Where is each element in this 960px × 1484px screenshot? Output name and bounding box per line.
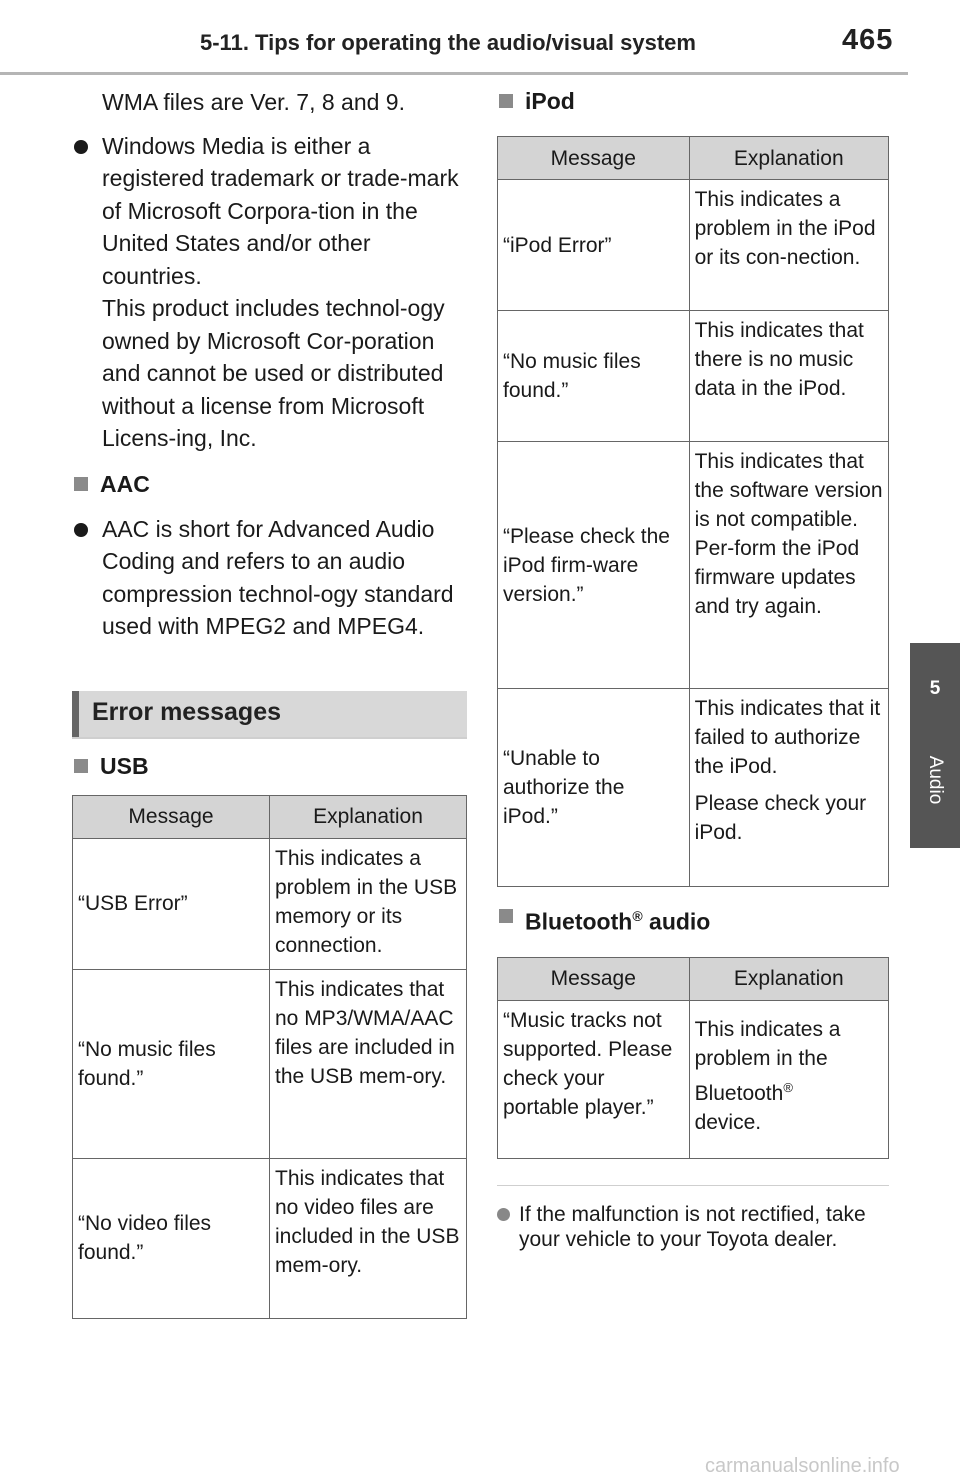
message-cell: “Unable to authorize the iPod.” bbox=[498, 689, 690, 887]
ipod-heading-text: iPod bbox=[525, 88, 575, 114]
registered-mark: ® bbox=[632, 908, 643, 924]
explanation-cell: This indicates that no video files are included in the USB mem-ory. bbox=[270, 1158, 467, 1318]
windows-media-text: Windows Media is either a registered trademark or trade-mark of Microsoft Corpora-tion in the United States and/or other countries. bbox=[102, 132, 459, 289]
explanation-column-header: Explanation bbox=[689, 957, 888, 1000]
table-row bbox=[498, 311, 889, 442]
aac-heading-text: AAC bbox=[100, 470, 150, 497]
table-header-row bbox=[73, 795, 467, 838]
message-column-header: Message bbox=[498, 957, 690, 1000]
table-row bbox=[498, 689, 889, 887]
ipod-error-table bbox=[497, 136, 889, 887]
message-column-header: Message bbox=[498, 137, 690, 180]
explanation-cell: This indicates a problem in the iPod or its con-nection. bbox=[689, 180, 888, 311]
registered-mark: ® bbox=[783, 1079, 793, 1095]
square-bullet-icon bbox=[499, 94, 513, 108]
explanation-cell bbox=[689, 1000, 888, 1158]
bluetooth-heading-suffix: audio bbox=[642, 908, 711, 935]
explanation-text-end: device. bbox=[694, 1110, 762, 1134]
bluetooth-heading-text: Bluetooth bbox=[525, 908, 633, 935]
table-row bbox=[73, 969, 467, 1158]
bluetooth-heading bbox=[497, 901, 889, 937]
wma-version-text: WMA files are Ver. 7, 8 and 9. bbox=[102, 89, 405, 115]
explanation-text: This indicates a problem in the Bluetooth bbox=[694, 1017, 841, 1105]
table-row bbox=[498, 442, 889, 689]
table-row bbox=[498, 180, 889, 311]
bullet-dot-icon bbox=[74, 523, 88, 537]
aac-bullet bbox=[72, 513, 467, 643]
explanation-cell: This indicates that the software version is not compatible. Per-form the iPod firmware updates and try again. bbox=[689, 442, 888, 689]
left-column bbox=[72, 86, 467, 1319]
square-bullet-icon bbox=[74, 759, 88, 773]
message-cell: “No music files found.” bbox=[73, 969, 270, 1158]
chapter-number: 5 bbox=[929, 678, 941, 699]
ipod-heading bbox=[497, 86, 889, 116]
usb-error-table bbox=[72, 795, 467, 1319]
explanation-column-header: Explanation bbox=[270, 795, 467, 838]
section-title: Error messages bbox=[92, 697, 282, 726]
bullet-dot-icon bbox=[74, 140, 88, 154]
malfunction-note bbox=[497, 1202, 889, 1252]
page-number: 465 bbox=[842, 24, 894, 56]
windows-media-license-text: This product includes technol-ogy owned by Microsoft Cor-poration and cannot be used or distributed without a license from Microsoft Licens-ing, Inc. bbox=[102, 295, 445, 451]
right-column bbox=[497, 86, 889, 1252]
message-cell: “iPod Error” bbox=[498, 180, 690, 311]
explanation-cell: This indicates a problem in the USB memory or its connection. bbox=[270, 838, 467, 969]
malfunction-note-text: If the malfunction is not rectified, take your vehicle to your Toyota dealer. bbox=[519, 1202, 866, 1251]
message-cell: “Please check the iPod firm-ware version.” bbox=[498, 442, 690, 689]
explanation-text-2: Please check your iPod. bbox=[694, 792, 867, 844]
header-rule bbox=[0, 72, 908, 75]
windows-media-bullet bbox=[72, 130, 467, 455]
square-bullet-icon bbox=[499, 909, 513, 923]
section-bar bbox=[72, 691, 79, 737]
chapter-label: Audio bbox=[925, 755, 946, 805]
table-header-row bbox=[498, 957, 889, 1000]
usb-heading bbox=[72, 751, 467, 781]
explanation-cell bbox=[689, 689, 888, 887]
note-dot-icon bbox=[497, 1208, 510, 1221]
page-header-title: 5-11. Tips for operating the audio/visual system bbox=[200, 30, 696, 55]
square-bullet-icon bbox=[74, 477, 88, 491]
message-cell: “Music tracks not supported. Please check your portable player.” bbox=[498, 1000, 690, 1158]
bluetooth-error-table bbox=[497, 957, 889, 1159]
message-cell: “USB Error” bbox=[73, 838, 270, 969]
aac-heading bbox=[72, 469, 467, 499]
explanation-column-header: Explanation bbox=[689, 137, 888, 180]
message-cell: “No video files found.” bbox=[73, 1158, 270, 1318]
message-column-header: Message bbox=[73, 795, 270, 838]
explanation-cell: This indicates that there is no music data in the iPod. bbox=[689, 311, 888, 442]
explanation-text: This indicates that it failed to authorize the iPod. bbox=[694, 697, 881, 778]
aac-text: AAC is short for Advanced Audio Coding and refers to an audio compression technol-ogy standard used with MPEG2 and MPEG4. bbox=[102, 515, 454, 639]
table-header-row bbox=[498, 137, 889, 180]
error-messages-section bbox=[72, 691, 467, 739]
note-rule bbox=[497, 1185, 889, 1186]
table-row bbox=[73, 1158, 467, 1318]
table-row bbox=[73, 838, 467, 969]
table-row bbox=[498, 1000, 889, 1158]
usb-heading-text: USB bbox=[100, 752, 149, 779]
watermark: carmanualsonline.info bbox=[705, 1455, 900, 1477]
message-cell: “No music files found.” bbox=[498, 311, 690, 442]
explanation-cell: This indicates that no MP3/WMA/AAC files are included in the USB mem-ory. bbox=[270, 969, 467, 1158]
